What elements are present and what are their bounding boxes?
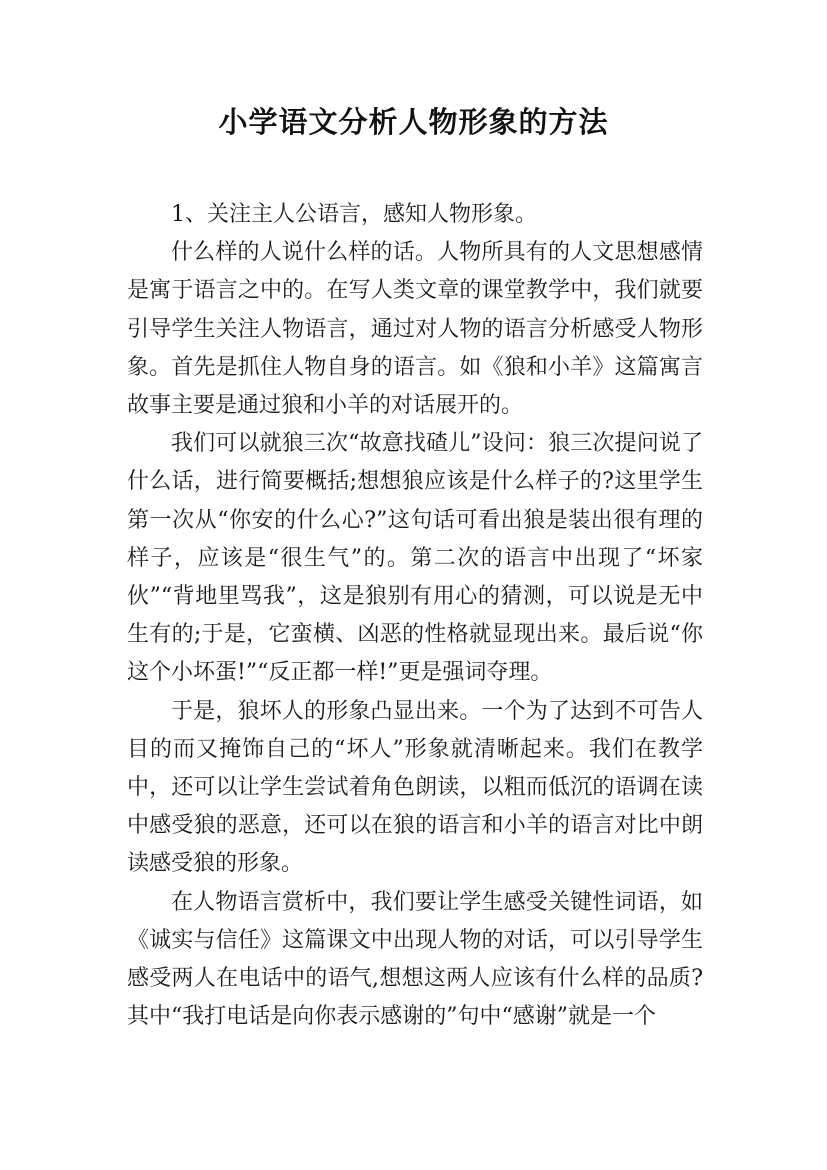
section-heading: 1、关注主人公语言，感知人物形象。	[171, 202, 537, 227]
document-body	[127, 196, 703, 1036]
body-paragraph: 于是，狼坏人的形象凸显出来。一个为了达到不可告人目的而又掩饰自己的“坏人”形象就清晰起来。我们在教学中，还可以让学生尝试着角色朗读，以粗而低沉的语调在读中感受狼的恶意，还可以在狼的语言和小羊的语言对比中朗读感受狼的形象。	[127, 698, 703, 877]
document-title: 小学语文分析人物形象的方法	[218, 105, 609, 139]
body-paragraph: 我们可以就狼三次“故意找碴儿”设问：狼三次提问说了什么话，进行简要概括;想想狼应该是什么样子的?这里学生第一次从“你安的什么心?”这句话可看出狼是装出很有理的样子，应该是“很生气”的。第二次的语言中出现了“坏家伙”“背地里骂我”，这是狼别有用心的猜测，可以说是无中生有的;于是，它蛮横、凶恶的性格就显现出来。最后说“你这个小坏蛋!”“反正都一样!”更是强词夺理。	[127, 431, 703, 686]
body-paragraph: 在人物语言赏析中，我们要让学生感受关键性词语，如《诚实与信任》这篇课文中出现人物的对话，可以引导学生感受两人在电话中的语气,想想这两人应该有什么样的品质?其中“我打电话是向你表示感谢的”句中“感谢”就是一个	[127, 889, 703, 1030]
body-paragraph: 什么样的人说什么样的话。人物所具有的人文思想感情是寓于语言之中的。在写人类文章的课堂教学中，我们就要引导学生关注人物语言，通过对人物的语言分析感受人物形象。首先是抓住人物自身的语言。如《狼和小羊》这篇寓言故事主要是通过狼和小羊的对话展开的。	[127, 240, 703, 419]
